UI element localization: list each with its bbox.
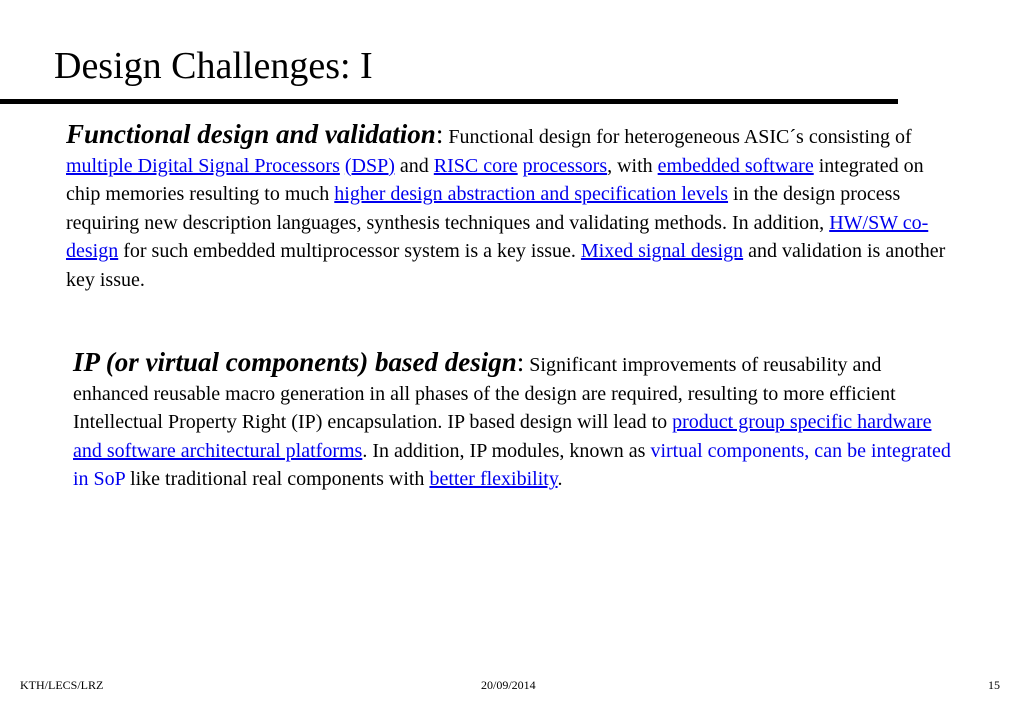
paragraph-functional-design: [66, 120, 956, 295]
para1-colon: :: [435, 119, 444, 149]
para1-text-8: for such embedded multiprocessor system is a key issue.: [118, 240, 581, 263]
para1-text-5: , with: [607, 154, 658, 177]
para1-lead: Functional design and validation: [66, 119, 436, 149]
footer-date: 20/09/2014: [481, 678, 536, 692]
para2-text-3: like traditional real components with: [125, 468, 430, 491]
para2-colon: :: [516, 347, 525, 377]
link-hw-sw-co-design[interactable]: HW/SW co-design: [66, 211, 929, 263]
para1-text-7: in the design process requiring new description languages, synthesis techniques and validating methods. In addition,: [66, 183, 901, 234]
para2-text-2: . In addition, IP modules, known as: [362, 439, 651, 462]
slide-title: Design Challenges: I: [54, 45, 373, 87]
link-dsp[interactable]: (DSP): [344, 154, 395, 177]
link-higher-design-abstraction[interactable]: higher design abstraction and specification levels: [334, 183, 729, 206]
link-multiple-dsp[interactable]: multiple Digital Signal Processors: [66, 154, 340, 177]
para1-text-9: and validation is another key issue.: [66, 240, 946, 291]
title-divider: [0, 99, 898, 104]
link-better-flexibility[interactable]: better flexibility: [429, 468, 558, 491]
link-product-group-platforms[interactable]: product group specific hardware and software architectural platforms: [73, 411, 932, 462]
para2-text-1: Significant improvements of reusability and enhanced reusable macro generation in all phases of the design are required, resulting to more efficient Intellectual Property Right (IP) encapsulation. IP based design will lead to: [73, 354, 896, 434]
footer-organization: KTH/LECS/LRZ: [20, 678, 104, 692]
para2-lead: IP (or virtual components) based design: [73, 347, 517, 377]
virtual-components-highlight: virtual components, can be integrated in SoP: [73, 439, 951, 491]
link-embedded-software[interactable]: embedded software: [657, 154, 814, 177]
footer-page-number: 15: [988, 678, 1000, 692]
para1-text-1: Functional design for heterogeneous ASIC´s consisting of: [443, 126, 912, 148]
para2-text-4: .: [557, 468, 563, 491]
link-risc-core[interactable]: RISC core: [433, 154, 518, 177]
paragraph-ip-based-design: [73, 348, 953, 494]
link-processors[interactable]: processors: [522, 154, 608, 177]
para1-text-6: integrated on chip memories resulting to much: [66, 154, 924, 206]
link-mixed-signal-design[interactable]: Mixed signal design: [580, 240, 744, 263]
para1-text-3: and: [394, 154, 434, 177]
